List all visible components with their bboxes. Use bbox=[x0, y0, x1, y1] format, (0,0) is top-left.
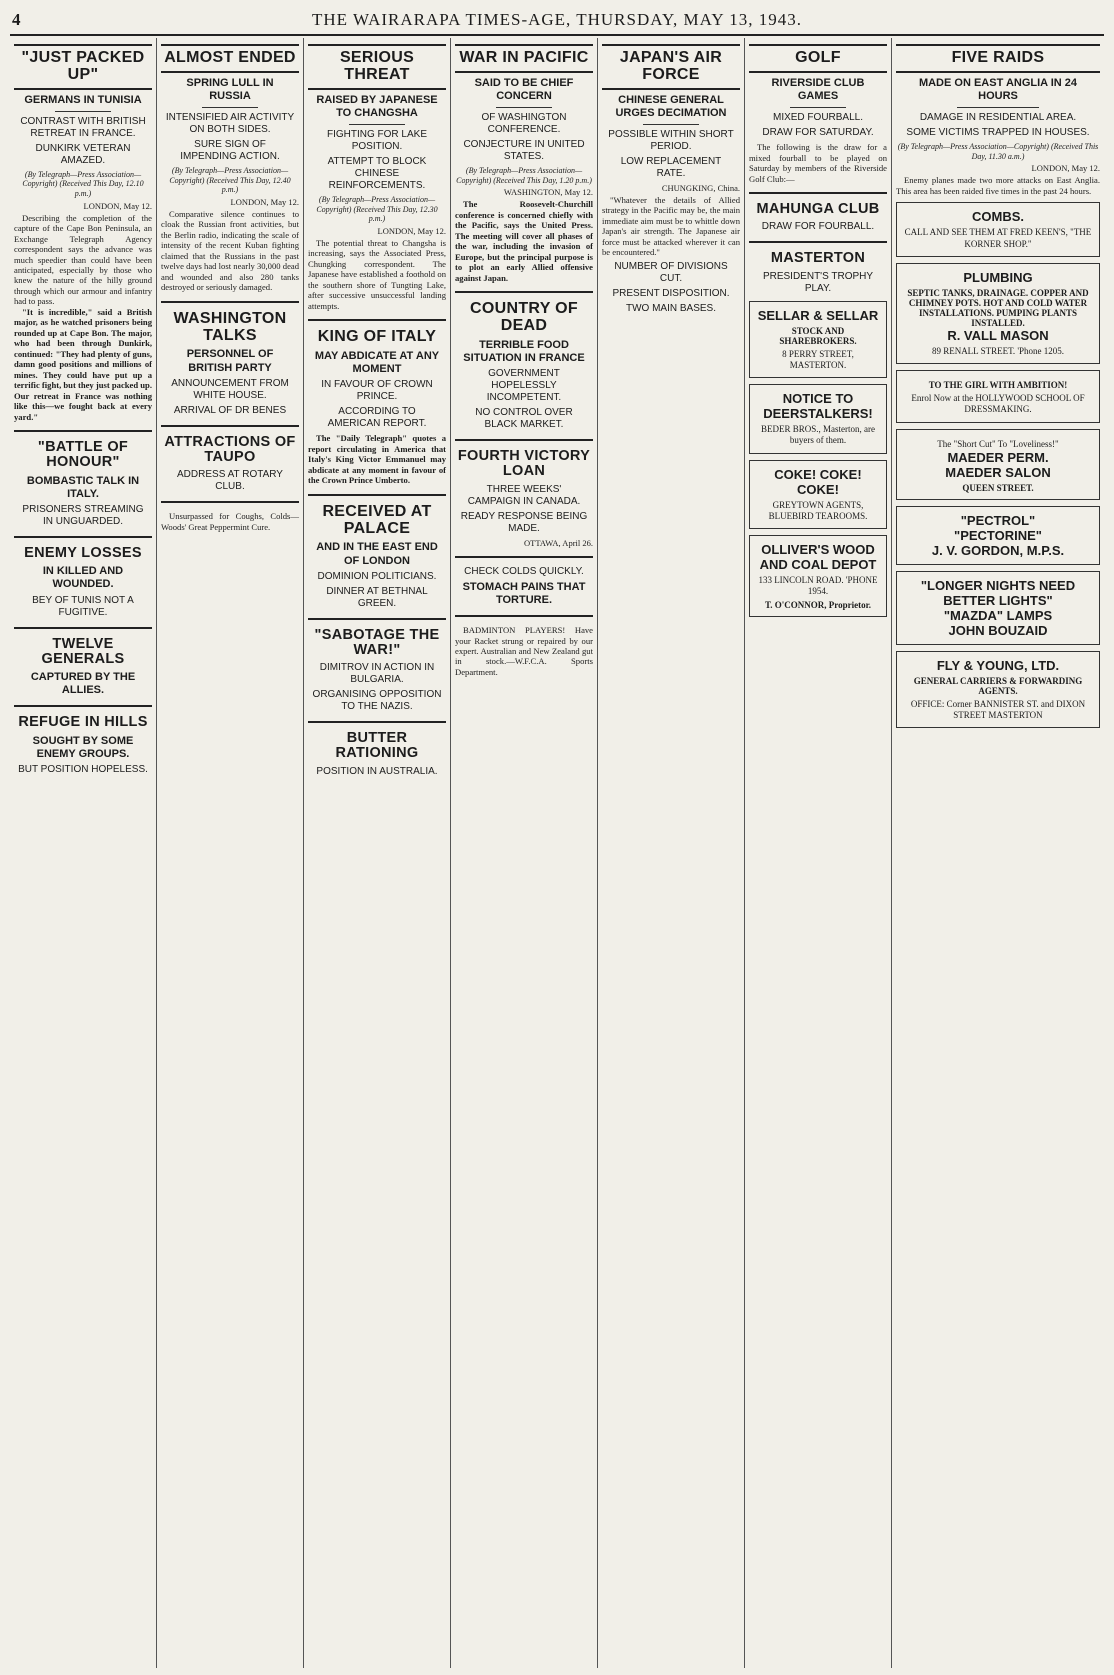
newspaper-title: THE WAIRARAPA TIMES-AGE, THURSDAY, MAY 13, 1943. bbox=[311, 10, 803, 29]
ad-line: GREYTOWN AGENTS, BLUEBIRD TEAROOMS. bbox=[768, 499, 868, 521]
advertisement-footnote: Unsurpassed for Coughs, Colds—Woods' Great Peppermint Cure. bbox=[161, 511, 299, 532]
divider bbox=[14, 536, 152, 538]
ad-title: NOTICE TO DEERSTALKERS! bbox=[763, 391, 873, 422]
article-paragraph: Comparative silence continues to cloak the Russian front activities, but the Berlin radio, indicating the scale of intensity of the recent Kuban fighting claimed that the Russians in the past twelve days had lost nearly 30,000 dead and wounded and also 280 tanks destroyed or seriously damaged. bbox=[161, 208, 299, 293]
wire-credit: (By Telegraph—Press Association—Copyright) (Received This Day, 12.10 p.m.) bbox=[22, 169, 144, 198]
ad-title: MAEDER PERM. bbox=[947, 449, 1049, 465]
divider bbox=[790, 107, 845, 108]
subhead: MADE ON EAST ANGLIA IN 24 HOURS bbox=[918, 76, 1078, 102]
advertisement-mazda-lamps bbox=[896, 571, 1100, 645]
page-columns bbox=[10, 38, 1104, 1668]
ad-line: 8 PERRY STREET, MASTERTON. bbox=[782, 348, 854, 370]
divider bbox=[161, 425, 299, 427]
article-paragraph: "Whatever the details of Allied strategy in the Pacific may be, the main immediate aim must be to whittle down Japan's air strength. The Japanese air force must be attacked wherever it can be encountered." bbox=[602, 194, 740, 258]
dateline: LONDON, May 12. bbox=[1031, 163, 1100, 174]
subhead: SPRING LULL IN RUSSIA bbox=[186, 76, 274, 102]
headline-five-raids: FIVE RAIDS bbox=[896, 44, 1100, 73]
advertisement-deerstalkers bbox=[749, 384, 887, 454]
subhead: POSITION IN AUSTRALIA. bbox=[316, 765, 438, 777]
column-2 bbox=[157, 38, 304, 1668]
ad-name: JOHN BOUZAID bbox=[948, 622, 1048, 638]
divider bbox=[14, 430, 152, 432]
subhead: MAY ABDICATE AT ANY MOMENT bbox=[314, 349, 440, 376]
divider bbox=[202, 107, 257, 108]
headline-country-of-dead: COUNTRY OF DEAD bbox=[470, 300, 578, 335]
divider bbox=[643, 124, 698, 125]
divider bbox=[14, 627, 152, 629]
subhead: TWO MAIN BASES. bbox=[625, 302, 716, 314]
ad-title: COMBS. bbox=[972, 209, 1024, 225]
column-7 bbox=[892, 38, 1104, 1668]
advertisement-heading: STOMACH PAINS THAT TORTURE. bbox=[462, 580, 586, 606]
ad-name: J. V. GORDON, M.P.S. bbox=[931, 542, 1065, 558]
headline-attractions-of-taupo: ATTRACTIONS OF TAUPO bbox=[164, 433, 296, 466]
subhead: DOMINION POLITICIANS. bbox=[317, 570, 437, 582]
headline-king-of-italy: KING OF ITALY bbox=[317, 328, 437, 346]
subhead: LOW REPLACEMENT RATE. bbox=[620, 155, 722, 179]
headline-refuge-in-hills: REFUGE IN HILLS bbox=[18, 714, 148, 731]
ad-name: R. VALL MASON bbox=[947, 327, 1049, 343]
advertisement-dressmaking bbox=[896, 370, 1100, 423]
subhead: PERSONNEL OF BRITISH PARTY bbox=[186, 348, 274, 374]
headline-butter-rationing: BUTTER RATIONING bbox=[335, 730, 419, 762]
subhead: ADDRESS AT ROTARY CLUB. bbox=[177, 469, 283, 493]
headline-washington-talks: WASHINGTON TALKS bbox=[173, 309, 287, 344]
subhead: FIGHTING FOR LAKE POSITION. bbox=[326, 128, 427, 152]
headline-twelve-generals: TWELVE GENERALS bbox=[41, 635, 125, 667]
article-paragraph: Describing the completion of the capture of the Cape Bon Peninsula, an Exchange Telegraph Agency correspondent says the advance was much speedier than could have been anticipated, especially by those who knew the nature of the hilly ground through which our armour and infantry had to pass. bbox=[14, 212, 152, 307]
headline-almost-ended: ALMOST ENDED bbox=[161, 44, 299, 73]
article-paragraph: The following is the draw for a mixed fourball to be played on Saturday by members of the Riverside Golf Club:— bbox=[749, 142, 887, 184]
subhead: AND IN THE EAST END OF LONDON bbox=[316, 541, 438, 567]
divider bbox=[455, 439, 593, 441]
divider bbox=[455, 556, 593, 558]
ad-line: QUEEN STREET. bbox=[962, 482, 1034, 493]
ad-line: CALL AND SEE THEM AT FRED KEEN'S, "THE KORNER SHOP." bbox=[904, 227, 1092, 249]
divider bbox=[161, 501, 299, 503]
ad-line: 133 LINCOLN ROAD. 'PHONE 1954. bbox=[758, 575, 878, 597]
ad-line: GENERAL CARRIERS & FORWARDING AGENTS. bbox=[913, 675, 1083, 696]
headline-serious-threat: SERIOUS THREAT bbox=[308, 44, 446, 90]
ad-title: OLLIVER'S WOOD AND COAL DEPOT bbox=[759, 542, 877, 573]
column-1 bbox=[10, 38, 157, 1668]
advertisement-fly-young bbox=[896, 651, 1100, 729]
ad-line: OFFICE: Corner BANNISTER ST. and DIXON STREET MASTERTON bbox=[910, 698, 1086, 721]
article-paragraph: The Roosevelt-Churchill conference is concerned chiefly with the Pacific, says the United Press. The meeting will cover all phases of the war, including the invasion of Europe, but the principal purpose is to plot an early Allied offensive against Japan. bbox=[455, 199, 593, 283]
advertisement-sellar bbox=[749, 301, 887, 379]
subhead: OF WASHINGTON CONFERENCE. bbox=[481, 112, 567, 136]
subhead: DUNKIRK VETERAN AMAZED. bbox=[35, 142, 131, 166]
headline-enemy-losses: ENEMY LOSSES bbox=[24, 545, 142, 562]
subhead: NO CONTROL OVER BLACK MARKET. bbox=[475, 407, 573, 431]
column-5 bbox=[598, 38, 745, 1668]
ad-line: 89 RENALL STREET. 'Phone 1205. bbox=[931, 345, 1065, 356]
divider bbox=[308, 319, 446, 321]
advertisement-maeder bbox=[896, 429, 1100, 500]
subhead: READY RESPONSE BEING MADE. bbox=[460, 510, 588, 534]
ad-title: FLY & YOUNG, LTD. bbox=[936, 657, 1060, 673]
ad-title: PLUMBING bbox=[963, 269, 1033, 285]
headline-masterton: MASTERTON bbox=[770, 250, 866, 267]
divider bbox=[308, 721, 446, 723]
subhead: TERRIBLE FOOD SITUATION IN FRANCE bbox=[463, 338, 585, 365]
subhead: CONJECTURE IN UNITED STATES. bbox=[463, 139, 585, 163]
dateline: LONDON, May 12. bbox=[377, 225, 446, 236]
ad-title: MAEDER SALON bbox=[945, 464, 1051, 480]
advertisement-badminton: BADMINTON PLAYERS! Have your Racket strung or repaired by our expert. Australian and New Zealand gut in stock.—W.F.C.A. Sports Department. bbox=[455, 625, 593, 677]
divider bbox=[455, 291, 593, 293]
headline-sabotage-the-war: "SABOTAGE THE WAR!" bbox=[314, 626, 440, 658]
divider bbox=[749, 192, 887, 194]
subhead: THREE WEEKS' CAMPAIGN IN CANADA. bbox=[467, 483, 581, 507]
subhead: PRESENT DISPOSITION. bbox=[612, 287, 730, 299]
subhead: PRESIDENT'S TROPHY PLAY. bbox=[762, 270, 874, 294]
headline-just-packed-up: "JUST PACKED UP" bbox=[14, 44, 152, 90]
dateline: LONDON, May 12. bbox=[230, 196, 299, 207]
advertisement-coke bbox=[749, 460, 887, 530]
divider bbox=[496, 107, 551, 108]
subhead: ACCORDING TO AMERICAN REPORT. bbox=[327, 406, 427, 430]
subhead: BUT POSITION HOPELESS. bbox=[18, 764, 148, 776]
column-4 bbox=[451, 38, 598, 1668]
dateline: CHUNGKING, China. bbox=[661, 182, 740, 193]
subhead: SOUGHT BY SOME ENEMY GROUPS. bbox=[32, 734, 134, 760]
article-paragraph: The potential threat to Changsha is increasing, says the Associated Press, Chungking correspondent. The Japanese have established a foothold on the southern shore of Tungting Lake, after successive unsuccessful landing attempts. bbox=[308, 237, 446, 311]
ad-line: Enrol Now at the HOLLYWOOD SCHOOL OF DRESSMAKING. bbox=[911, 393, 1085, 415]
article-paragraph: "It is incredible," said a British major, as he watched prisoners being rounded up at Cape Bon. The major, who had been through Dunkirk, continued: "They had plenty of guns, damn good positions and millions of mines. They could have put up a terrific fight, but they just packed up. Our retreat in France was nothing like this—we fought back at every yard." bbox=[14, 306, 152, 422]
ad-title: "PECTROL" bbox=[960, 512, 1036, 528]
divider bbox=[308, 618, 446, 620]
subhead: SOME VICTIMS TRAPPED IN HOUSES. bbox=[906, 127, 1090, 139]
ad-line: BEDER BROS., Masterton, are buyers of them. bbox=[761, 424, 875, 446]
headline-japans-air-force: JAPAN'S AIR FORCE bbox=[602, 44, 740, 90]
wire-credit: (By Telegraph—Press Association—Copyright) (Received This Day, 12.30 p.m.) bbox=[316, 194, 438, 224]
ad-title: "LONGER NIGHTS NEED BETTER LIGHTS" bbox=[920, 577, 1076, 608]
ad-signature: T. O'CONNOR, Proprietor. bbox=[764, 599, 872, 610]
subhead: CHECK COLDS QUICKLY. bbox=[464, 565, 584, 577]
subhead: IN FAVOUR OF CROWN PRINCE. bbox=[321, 379, 433, 403]
subhead: DRAW FOR SATURDAY. bbox=[762, 127, 874, 139]
subhead: NUMBER OF DIVISIONS CUT. bbox=[614, 260, 728, 284]
subhead: CONTRAST WITH BRITISH RETREAT IN FRANCE. bbox=[20, 115, 146, 139]
divider bbox=[14, 705, 152, 707]
advertisement-plumbing bbox=[896, 263, 1100, 364]
ad-title: SELLAR & SELLAR bbox=[757, 307, 879, 323]
subhead: RIVERSIDE CLUB GAMES bbox=[771, 76, 865, 102]
dateline: OTTAWA, April 26. bbox=[524, 537, 593, 548]
headline-mahunga-club: MAHUNGA CLUB bbox=[756, 201, 880, 218]
advertisement-pectrol bbox=[896, 506, 1100, 565]
subhead: GOVERNMENT HOPELESSLY INCOMPETENT. bbox=[486, 368, 562, 404]
subhead: SURE SIGN OF IMPENDING ACTION. bbox=[180, 139, 280, 163]
ad-title: "PECTORINE" bbox=[954, 527, 1042, 543]
column-3 bbox=[304, 38, 451, 1668]
ad-line: SEPTIC TANKS, DRAINAGE. COPPER AND CHIMNEY POTS. HOT AND COLD WATER INSTALLATIONS. PUMPING PLANTS INSTALLED. bbox=[907, 287, 1089, 328]
subhead: PRISONERS STREAMING IN UNGUARDED. bbox=[22, 504, 144, 528]
subhead: ARRIVAL OF DR BENES bbox=[173, 404, 287, 416]
subhead: GERMANS IN TUNISIA bbox=[24, 93, 142, 106]
advertisement-combs bbox=[896, 202, 1100, 257]
subhead: SAID TO BE CHIEF CONCERN bbox=[474, 76, 574, 102]
wire-credit: (By Telegraph—Press Association—Copyright) (Received This Day, 11.30 a.m.) bbox=[897, 142, 1099, 161]
subhead: POSSIBLE WITHIN SHORT PERIOD. bbox=[608, 128, 734, 152]
subhead: DINNER AT BETHNAL GREEN. bbox=[326, 585, 428, 609]
ad-title: "MAZDA" LAMPS bbox=[943, 607, 1053, 623]
subhead: DIMITROV IN ACTION IN BULGARIA. bbox=[319, 662, 435, 686]
subhead: ANNOUNCEMENT FROM WHITE HOUSE. bbox=[171, 377, 289, 401]
subhead: DRAW FOR FOURBALL. bbox=[761, 221, 875, 233]
subhead: MIXED FOURBALL. bbox=[772, 112, 864, 124]
subhead: ORGANISING OPPOSITION TO THE NAZIS. bbox=[312, 689, 442, 713]
dateline: LONDON, May 12. bbox=[83, 200, 152, 211]
divider bbox=[349, 124, 404, 125]
subhead: DAMAGE IN RESIDENTIAL AREA. bbox=[919, 112, 1077, 124]
wire-credit: (By Telegraph—Press Association—Copyright) (Received This Day, 1.20 p.m.) bbox=[456, 166, 592, 185]
subhead: BOMBASTIC TALK IN ITALY. bbox=[26, 474, 140, 500]
subhead: RAISED BY JAPANESE TO CHANGSHA bbox=[316, 93, 438, 119]
divider bbox=[55, 111, 110, 112]
ad-line: STOCK AND SHAREBROKERS. bbox=[779, 325, 857, 346]
subhead: BEY OF TUNIS NOT A FUGITIVE. bbox=[32, 594, 134, 618]
headline-war-in-pacific: WAR IN PACIFIC bbox=[455, 44, 593, 73]
headline-received-at-palace: RECEIVED AT PALACE bbox=[322, 502, 432, 537]
divider bbox=[749, 241, 887, 243]
ad-line: The "Short Cut" To "Loveliness!" bbox=[937, 438, 1059, 449]
divider bbox=[957, 107, 1039, 108]
article-paragraph: The "Daily Telegraph" quotes a report circulating in America that Italy's King Victor Emmanuel may abdicate at any moment in favour of the Crown Prince Umberto. bbox=[308, 433, 446, 486]
subhead: CAPTURED BY THE ALLIES. bbox=[30, 671, 136, 697]
column-6 bbox=[745, 38, 892, 1668]
divider bbox=[455, 615, 593, 617]
page-number: 4 bbox=[12, 10, 21, 29]
subhead: INTENSIFIED AIR ACTIVITY ON BOTH SIDES. bbox=[165, 112, 295, 136]
dateline: WASHINGTON, May 12. bbox=[503, 187, 593, 198]
headline-fourth-victory-loan: FOURTH VICTORY LOAN bbox=[457, 448, 591, 480]
wire-credit: (By Telegraph—Press Association—Copyright) (Received This Day, 12.40 p.m.) bbox=[169, 166, 291, 195]
headline-battle-of-honour: "BATTLE OF HONOUR" bbox=[37, 439, 129, 471]
advertisement-ollivers bbox=[749, 535, 887, 617]
divider bbox=[161, 301, 299, 303]
ad-title: COKE! COKE! COKE! bbox=[774, 466, 862, 497]
subhead: IN KILLED AND WOUNDED. bbox=[42, 565, 124, 591]
article-paragraph: Enemy planes made two more attacks on East Anglia. This area has been raided five times in the past 24 hours. bbox=[896, 175, 1100, 196]
subhead: ATTEMPT TO BLOCK CHINESE REINFORCEMENTS. bbox=[327, 155, 427, 191]
divider bbox=[308, 494, 446, 496]
subhead: CHINESE GENERAL URGES DECIMATION bbox=[615, 93, 727, 119]
ad-title: TO THE GIRL WITH AMBITION! bbox=[928, 380, 1068, 391]
headline-golf: GOLF bbox=[749, 44, 887, 73]
masthead bbox=[10, 8, 1104, 36]
